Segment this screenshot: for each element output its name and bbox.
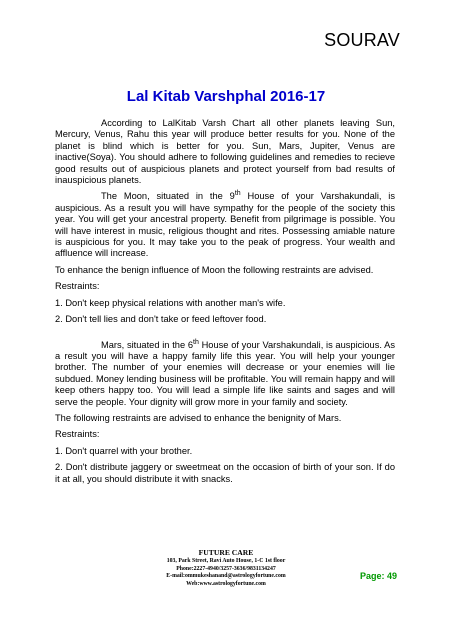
- moon-restraint-2: 2. Don't tell lies and don't take or feed leftover food.: [55, 314, 267, 325]
- moon-paragraph: [55, 191, 395, 259]
- footer-company: FUTURE CARE: [198, 548, 254, 557]
- mars-paragraph: [55, 340, 395, 408]
- moon-enhance-text: To enhance the benign influence of Moon the following restraints are advised.: [55, 264, 374, 275]
- client-name: SOURAV: [324, 30, 400, 50]
- moon-text-start: The Moon, situated in the 9: [101, 191, 235, 202]
- intro-paragraph: According to LalKitab Varsh Chart all other planets leaving Sun, Mercury, Venus, Rahu this year will produce better results for you. None of the planet is blind which is better for you. Sun, Mars, Jupiter, Venus are inactive(Soya). You should adhere to following guidelines and remedies to recieve good results out of auspicious planets and protect yourself from bad results of inauspicious planets.: [55, 118, 395, 186]
- moon-restraints-label: Restraints:: [55, 281, 100, 292]
- report-body: [55, 118, 395, 490]
- footer-email: E-mail:ommukeshanand@astrologyfortune.com: [166, 573, 286, 579]
- mars-text-start: Mars, situated in the 6: [101, 339, 194, 350]
- mars-house-suffix: th: [193, 338, 199, 346]
- mars-enhance-text: The following restraints are advised to enhance the benignity of Mars.: [55, 412, 342, 423]
- moon-restraint-1: 1. Don't keep physical relations with another man's wife.: [55, 297, 286, 308]
- page-title: Lal Kitab Varshphal 2016-17: [126, 88, 326, 105]
- mars-text-rest: House of your Varshakundali, is auspicious. As a result you will have a happy family life this year. You will help your younger brother. The number of your enemies will decrease or your enemies will lie subdued. Money lending business will be profitable. You will remain happy and will keep others happy too. You will lead a simple life like saints and sages and will serve the people. Your dignity will grow more in your family and society.: [55, 339, 396, 407]
- footer-phone: Phone:2227-4940/3257-3636/9831134247: [176, 565, 276, 572]
- footer-address: 103, Park Street, Ravi Auto House, 1-C 1st floor: [166, 558, 286, 564]
- footer-web: Web:www.astrologyfortune.com: [186, 580, 266, 587]
- mars-restraint-2: 2. Don't distribute jaggery or sweetmeat on the occasion of birth of your son. If do it at all, you should distribute it with snacks.: [55, 462, 395, 484]
- moon-house-suffix: th: [234, 190, 241, 198]
- mars-restraint-1: 1. Don't quarrel with your brother.: [55, 445, 193, 456]
- mars-restraints-label: Restraints:: [55, 429, 100, 440]
- page-number: Page: 49: [359, 571, 397, 581]
- moon-text-rest: House of your Varshakundali, is auspicious. As a result you will have sympathy for the people of the society this year. You will get your ancestral property. Benefit from pilgrimage is possible. You will have interest in music, religious thought and rites. Possessing amiable nature is auspicious for you. It may take you to the peak of progress. Your wealth and affluence will increase.: [55, 191, 396, 259]
- footer: [0, 548, 452, 588]
